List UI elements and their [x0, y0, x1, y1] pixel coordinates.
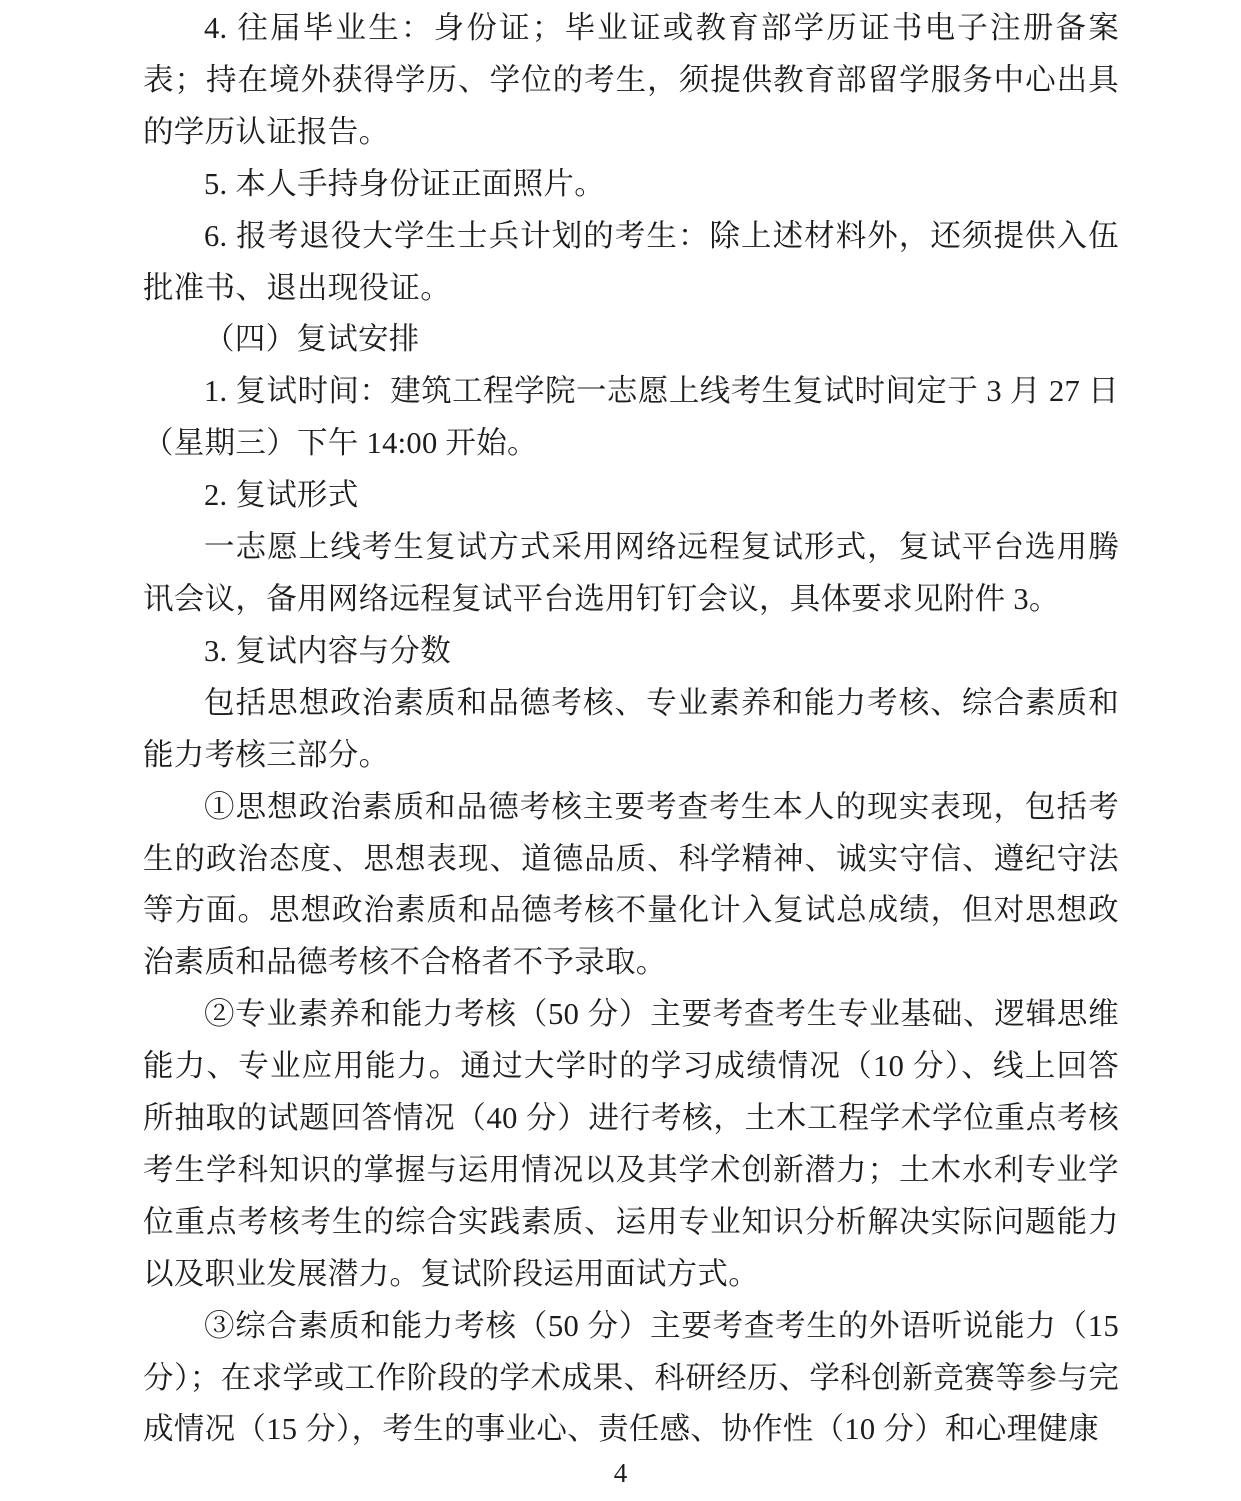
para-1-ideological-political-assessment: ①思想政治素质和品德考核主要考查考生本人的现实表现，包括考生的政治态度、思想表现、道德品质、科学精神、诚实守信、遵纪守法等方面。思想政治素质和品德考核不量化计入复试总成绩，但对思想政治素质和品德考核不合格者不予录取。: [143, 789, 1119, 980]
item-3-retest-content-scores-heading: 3. 复试内容与分数: [204, 633, 451, 668]
list-item-6-veteran-plan: 6. 报考退役大学生士兵计划的考生：除上述材料外，还须提供入伍批准书、退出现役证。: [143, 218, 1119, 305]
list-item-4-previous-graduates: 4. 往届毕业生：身份证；毕业证或教育部学历证书电子注册备案表；持在境外获得学历、学位的考生，须提供教育部留学服务中心出具的学历认证报告。: [143, 11, 1119, 149]
para-2-professional-ability-assessment: ②专业素养和能力考核（50 分）主要考查考生专业基础、逻辑思维能力、专业应用能力。通过大学时的学习成绩情况（10 分）、线上回答所抽取的试题回答情况（40 分）进行考核，土木工程学术学位重点考核考生学科知识的掌握与运用情况以及其学术创新潜力；土木水利专业学位重点考核考生的综合实践素质、运用专业知识分析解决实际问题能力以及职业发展潜力。复试阶段运用面试方式。: [143, 997, 1119, 1291]
item-1-retest-time: 1. 复试时间：建筑工程学院一志愿上线考生复试时间定于 3 月 27 日（星期三）下午 14:00 开始。: [143, 374, 1119, 461]
para-3-comprehensive-ability-assessment: ③综合素质和能力考核（50 分）主要考查考生的外语听说能力（15 分）；在求学或工作阶段的学术成果、科研经历、学科创新竞赛等参与完成情况（15 分），考生的事业心、责任感、协作性（10 分）和心理健康: [143, 1308, 1119, 1447]
page-footer: [0, 1456, 1241, 1490]
para-retest-format-detail: 一志愿上线考生复试方式采用网络远程复试形式，复试平台选用腾讯会议，备用网络远程复试平台选用钉钉会议，具体要求见附件 3。: [143, 530, 1119, 616]
para-retest-content-overview: 包括思想政治素质和品德考核、专业素养和能力考核、综合素质和能力考核三部分。: [143, 685, 1119, 772]
document-body: [143, 3, 1119, 1456]
section-heading-retest-arrangement: （四）复试安排: [204, 322, 420, 357]
page-number: 4: [613, 1458, 628, 1488]
list-item-5-id-photo: 5. 本人手持身份证正面照片。: [204, 166, 605, 201]
item-2-retest-format-heading: 2. 复试形式: [204, 478, 359, 513]
